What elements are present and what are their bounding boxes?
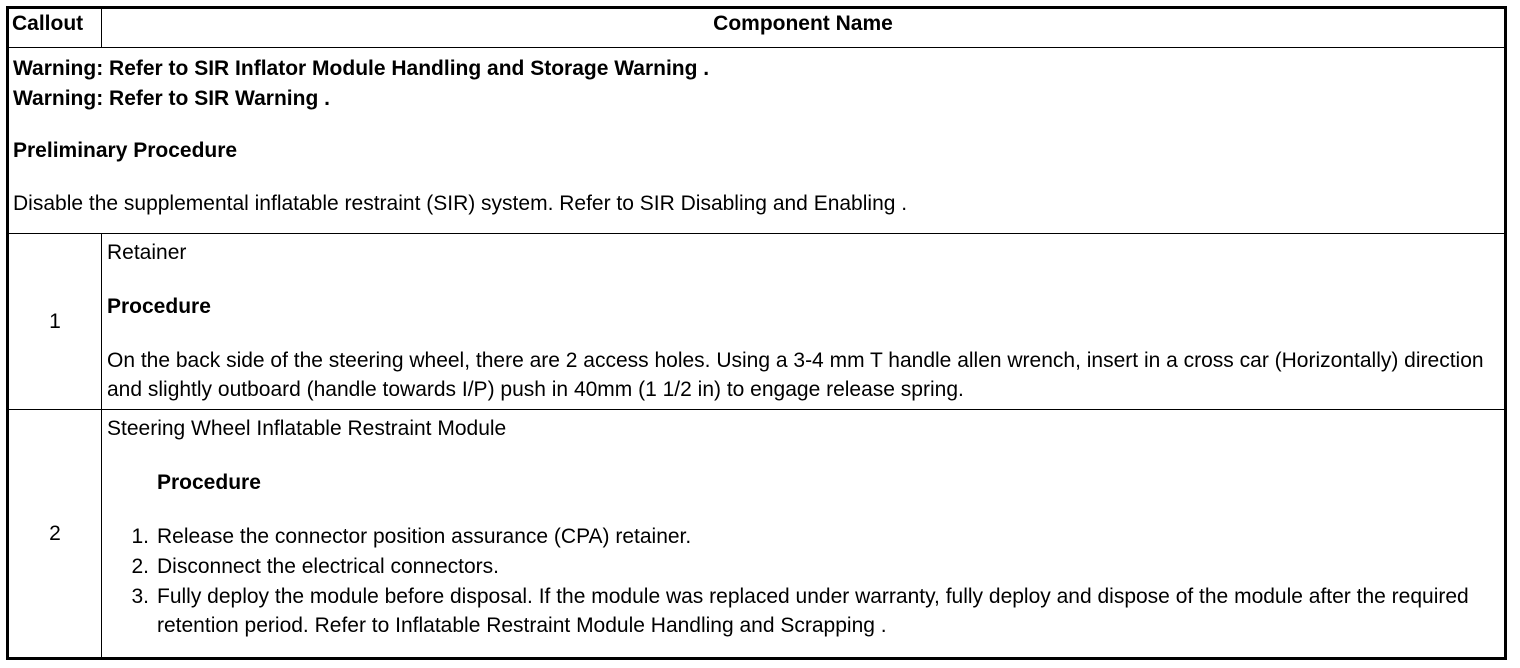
step-text: Disconnect the electrical connectors. <box>157 554 499 578</box>
list-item <box>107 582 1498 642</box>
list-item <box>107 552 1498 582</box>
procedure-table <box>6 6 1507 660</box>
intro-row <box>8 48 1506 234</box>
intro-cell <box>8 48 1506 234</box>
list-item <box>107 522 1498 552</box>
procedure-heading: Procedure <box>157 471 261 495</box>
component-cell <box>102 234 1506 410</box>
component-name: Retainer <box>107 241 187 264</box>
component-cell <box>102 410 1506 659</box>
step-number: 3. <box>131 584 149 608</box>
procedure-steps-list <box>107 522 1498 641</box>
component-name: Steering Wheel Inflatable Restraint Module <box>107 417 507 441</box>
procedure-text: On the back side of the steering wheel, there are 2 access holes. Using a 3-4 mm T handle allen wrench, insert in a cross car (Horizontally) direction and slightly outboard (handle towards I/P) push in 40mm (1 1/2 in) to engage release spring. <box>107 348 1484 402</box>
preliminary-procedure-text: Disable the supplemental inflatable restraint (SIR) system. Refer to SIR Disabling and Enabling . <box>13 192 908 216</box>
step-number: 2. <box>131 554 149 578</box>
step-text: Release the connector position assurance (CPA) retainer. <box>157 524 692 548</box>
step-number: 1. <box>131 524 149 548</box>
step-text: Fully deploy the module before disposal. If the module was replaced under warranty, fully deploy and dispose of the module after the required retention period. Refer to Inflatable Restraint Module Handling and Scrapping . <box>157 584 1469 638</box>
procedure-heading: Procedure <box>107 294 211 318</box>
warning-handling-storage: Warning: Refer to SIR Inflator Module Handling and Storage Warning . <box>13 57 710 80</box>
callout-number: 2 <box>8 410 102 659</box>
table-header-row <box>8 8 1506 48</box>
callout-column-header: Callout <box>8 8 102 48</box>
component-name-column-header: Component Name <box>102 8 1506 48</box>
preliminary-procedure-heading: Preliminary Procedure <box>13 138 238 162</box>
warning-sir: Warning: Refer to SIR Warning . <box>13 86 330 110</box>
table-row <box>8 234 1506 410</box>
table-row <box>8 410 1506 659</box>
callout-number: 1 <box>8 234 102 410</box>
